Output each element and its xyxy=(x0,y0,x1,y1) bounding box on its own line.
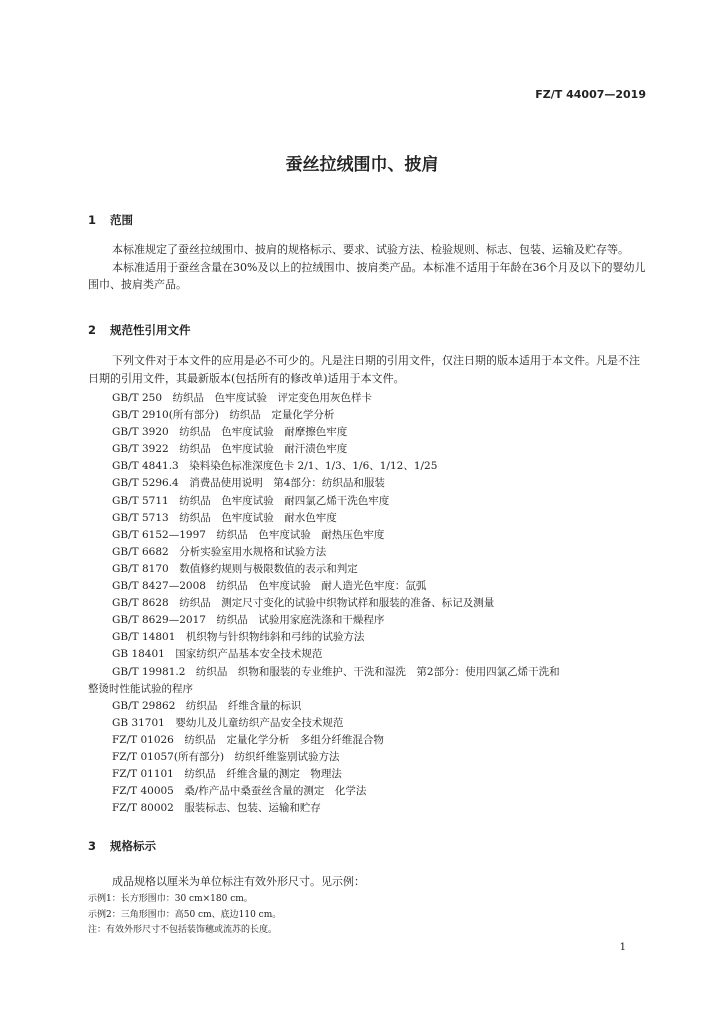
spec-intro-text: 成品规格以厘米为单位标注有效外形尺寸。见示例： xyxy=(112,875,365,888)
reference-item: GB/T 8170 数值修约规则与极限数值的表示和判定 xyxy=(112,562,358,575)
section-title: 规格标示 xyxy=(110,839,156,853)
reference-item: GB/T 8427—2008 纺织品 色牢度试验 耐人造光色牢度：氙弧 xyxy=(112,580,427,593)
section-heading-spec xyxy=(88,838,156,854)
reference-item: GB/T 3922 纺织品 色牢度试验 耐汗渍色牢度 xyxy=(112,443,348,456)
section-title: 规范性引用文件 xyxy=(110,323,191,337)
reference-item: GB/T 3920 纺织品 色牢度试验 耐摩擦色牢度 xyxy=(112,426,348,439)
spec-intro xyxy=(88,873,648,891)
reference-item: FZ/T 01101 纺织品 纤维含量的测定 物理法 xyxy=(112,768,342,781)
reference-item-continuation: 整烫时性能试验的程序 xyxy=(88,682,193,695)
reference-item: FZ/T 01057(所有部分) 纺织纤维鉴别试验方法 xyxy=(112,750,340,763)
references-intro xyxy=(88,352,648,387)
standard-number: FZ/T 44007—2019 xyxy=(535,88,646,101)
reference-item: GB 31701 婴幼儿及儿童纺织产品安全技术规范 xyxy=(112,716,344,729)
reference-item: GB/T 5713 纺织品 色牢度试验 耐水色牢度 xyxy=(112,511,337,524)
section-heading-scope xyxy=(88,212,133,228)
reference-item: GB/T 8629—2017 纺织品 试验用家庭洗涤和干燥程序 xyxy=(112,614,385,627)
scope-paragraph-2: 本标准适用于蚕丝含量在30%及以上的拉绒围巾、披肩类产品。本标准不适用于年龄在36个月及以下的婴幼儿围巾、披肩类产品。 xyxy=(88,260,646,291)
reference-item: GB/T 4841.3 染料染色标准深度色卡 2/1、1/3、1/6、1/12、1/25 xyxy=(112,460,438,473)
spec-example-1: 示例1：长方形围巾：30 cm×180 cm。 xyxy=(88,894,253,904)
document-title: 蚕丝拉绒围巾、披肩 xyxy=(285,155,439,175)
reference-item: FZ/T 01026 纺织品 定量化学分析 多组分纤维混合物 xyxy=(112,733,384,746)
reference-item: GB/T 5711 纺织品 色牢度试验 耐四氯乙烯干洗色牢度 xyxy=(112,494,390,507)
reference-item: FZ/T 80002 服装标志、包装、运输和贮存 xyxy=(112,802,321,815)
spec-note: 注：有效外形尺寸不包括装饰穗或流苏的长度。 xyxy=(88,925,278,935)
page-number: 1 xyxy=(619,942,626,953)
reference-list xyxy=(88,390,648,817)
references-intro-text: 下列文件对于本文件的应用是必不可少的。凡是注日期的引用文件，仅注日期的版本适用于本文件。凡是不注日期的引用文件，其最新版本(包括所有的修改单)适用于本文件。 xyxy=(88,354,640,385)
reference-item: GB/T 2910(所有部分) 纺织品 定量化学分析 xyxy=(112,409,335,422)
reference-item: GB/T 250 纺织品 色牢度试验 评定变色用灰色样卡 xyxy=(112,392,373,404)
reference-item: GB/T 6682 分析实验室用水规格和试验方法 xyxy=(112,545,327,558)
section-number: 3 xyxy=(88,839,97,853)
reference-item: FZ/T 40005 桑/柞产品中桑蚕丝含量的测定 化学法 xyxy=(112,785,367,798)
scope-body xyxy=(88,241,648,294)
reference-item: GB/T 5296.4 消费品使用说明 第4部分：纺织品和服装 xyxy=(112,477,385,490)
reference-item: GB/T 14801 机织物与针织物纬斜和弓纬的试验方法 xyxy=(112,631,365,644)
spec-examples xyxy=(88,892,648,939)
section-number: 1 xyxy=(88,213,97,227)
section-number: 2 xyxy=(88,323,97,337)
section-title: 范围 xyxy=(110,213,133,227)
reference-item: GB 18401 国家纺织产品基本安全技术规范 xyxy=(112,648,323,661)
reference-item: GB/T 8628 纺织品 测定尺寸变化的试验中织物试样和服装的准备、标记及测量 xyxy=(112,597,495,610)
reference-item: GB/T 29862 纺织品 纤维含量的标识 xyxy=(112,699,302,712)
spec-example-2: 示例2：三角形围巾：高50 cm、底边110 cm。 xyxy=(88,909,282,920)
reference-item: GB/T 19981.2 纺织品 织物和服装的专业维护、干洗和湿洗 第2部分：使用四氯乙烯干洗和 xyxy=(112,665,560,678)
scope-paragraph-1: 本标准规定了蚕丝拉绒围巾、披肩的规格标示、要求、试验方法、检验规则、标志、包装、运输及贮存等。 xyxy=(112,243,629,256)
section-heading-references xyxy=(88,322,191,338)
reference-item: GB/T 6152—1997 纺织品 色牢度试验 耐热压色牢度 xyxy=(112,528,385,541)
